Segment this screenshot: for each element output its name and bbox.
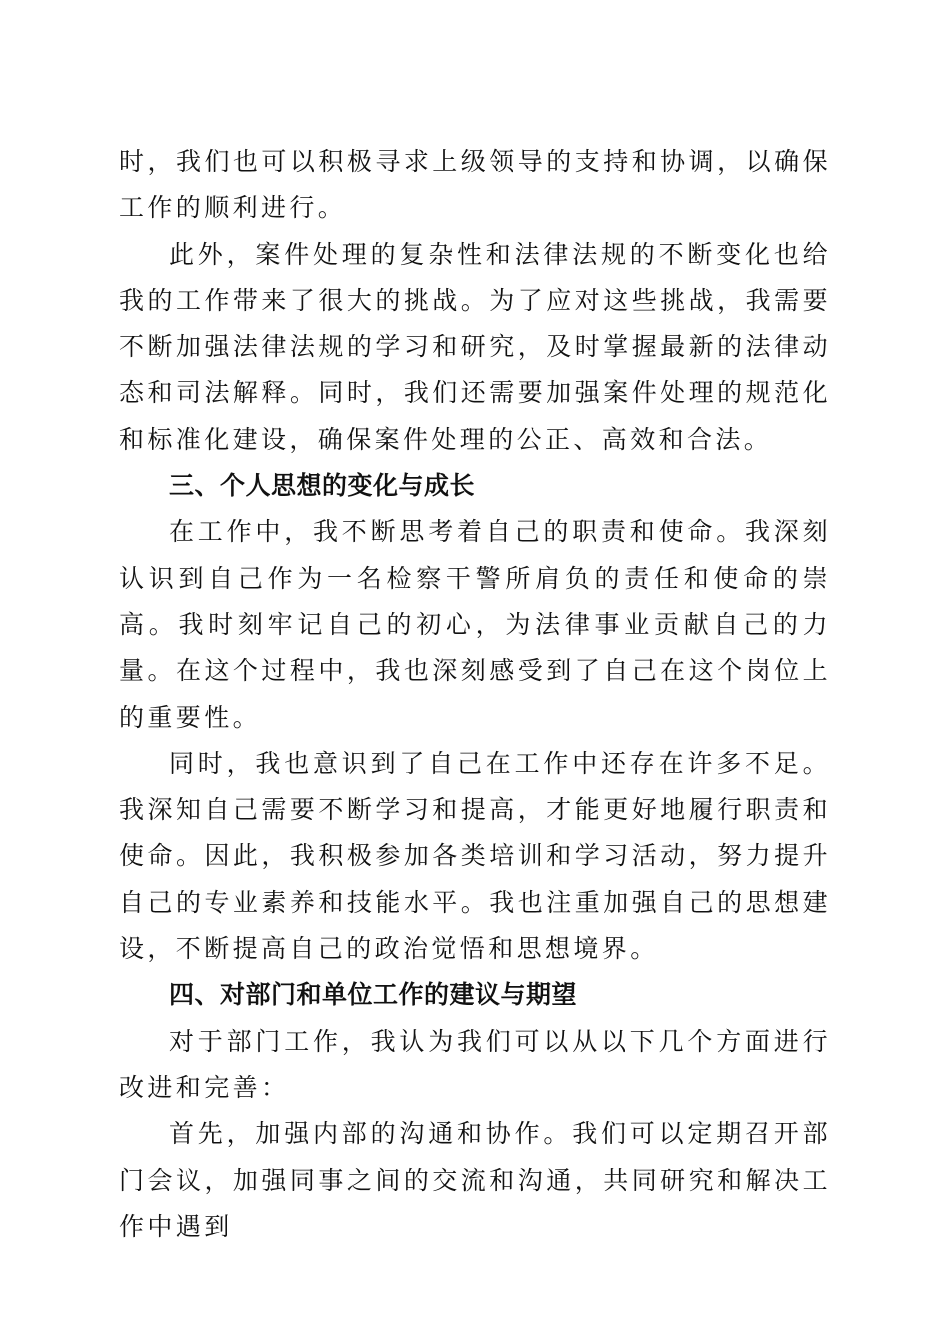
paragraph-department-intro: 对于部门工作，我认为我们可以从以下几个方面进行改进和完善： [119, 1026, 831, 1102]
paragraph-shortcomings: 同时，我也意识到了自己在工作中还存在许多不足。我深知自己需要不断学习和提高，才能更好地履行职责和使命。因此，我积极参加各类培训和学习活动，努力提升自己的专业素养和技能水平。我也注重加强自己的思想建设，不断提高自己的政治觉悟和思想境界。 [119, 748, 831, 964]
paragraph-responsibility: 在工作中，我不断思考着自己的职责和使命。我深刻认识到自己作为一名检察干警所肩负的责任和使命的崇高。我时刻牢记自己的初心，为法律事业贡献自己的力量。在这个过程中，我也深刻感受到了自己在这个岗位上的重要性。 [119, 517, 831, 732]
section-heading-4: 四、对部门和单位工作的建议与期望 [169, 980, 578, 1010]
paragraph-continuation: 时，我们也可以积极寻求上级领导的支持和协调，以确保工作的顺利进行。 [119, 147, 831, 223]
paragraph-challenges: 此外，案件处理的复杂性和法律法规的不断变化也给我的工作带来了很大的挑战。为了应对这些挑战，我需要不断加强法律法规的学习和研究，及时掌握最新的法律动态和司法解释。同时，我们还需要加强案件处理的规范化和标准化建设，确保案件处理的公正、高效和合法。 [119, 239, 831, 454]
section-heading-3: 三、个人思想的变化与成长 [169, 471, 476, 501]
document-body [119, 139, 831, 1250]
paragraph-communication: 首先，加强内部的沟通和协作。我们可以定期召开部门会议，加强同事之间的交流和沟通，共同研究和解决工作中遇到 [119, 1119, 831, 1241]
